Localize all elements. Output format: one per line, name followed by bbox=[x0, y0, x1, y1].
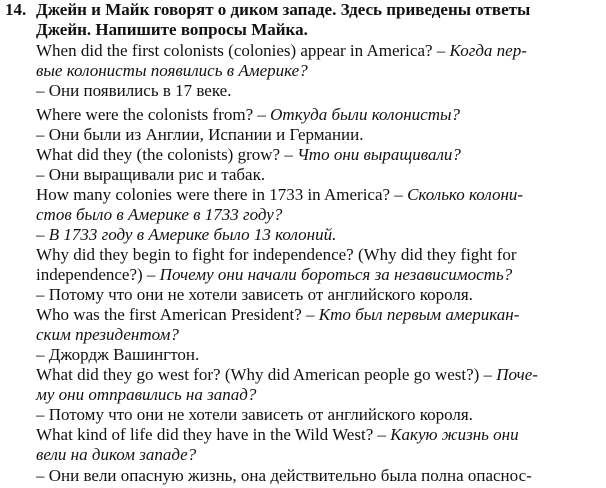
question-russian: Когда пер- bbox=[449, 41, 527, 60]
exercise-number: 14. bbox=[5, 0, 27, 19]
question-3-line-1 bbox=[36, 145, 461, 165]
question-7-line-1 bbox=[36, 365, 538, 385]
question-4-line-1 bbox=[36, 185, 523, 205]
answer-5: – Потому что они не хотели зависеть от английского короля. bbox=[36, 285, 473, 304]
question-russian: Что они выращивали? bbox=[297, 145, 461, 164]
answer-1: – Они появились в 17 веке. bbox=[36, 81, 232, 100]
question-4-line-2: стов было в Америке в 1733 году? bbox=[36, 205, 283, 224]
answer-7: – Потому что они не хотели зависеть от английского короля. bbox=[36, 405, 473, 424]
question-english: independence?) – bbox=[36, 265, 160, 284]
question-english: What did they (the colonists) grow? – bbox=[36, 145, 298, 164]
exercise-title-line-1: Джейн и Майк говорят о диком западе. Здесь приведены ответы bbox=[36, 0, 531, 19]
answer-4: – В 1733 году в Америке было 13 колоний. bbox=[36, 225, 337, 244]
question-russian: Сколько колони- bbox=[407, 185, 524, 204]
answer-2: – Они были из Англии, Испании и Германии. bbox=[36, 125, 364, 144]
question-russian: Откуда были колонисты? bbox=[270, 105, 460, 124]
question-1-line-1 bbox=[36, 41, 527, 61]
question-russian: Поче- bbox=[496, 365, 538, 384]
question-english: What did they go west for? (Why did American people go west?) – bbox=[36, 365, 497, 384]
question-english: How many colonies were there in 1733 in America? – bbox=[36, 185, 408, 204]
question-8-line-2: вели на диком западе? bbox=[36, 445, 197, 464]
question-english: Where were the colonists from? – bbox=[36, 105, 271, 124]
answer-8: – Они вели опасную жизнь, она действительно была полна опаснос- bbox=[36, 466, 532, 485]
exercise-title-line-2: Джейн. Напишите вопросы Майка. bbox=[36, 20, 308, 39]
question-6-line-1 bbox=[36, 305, 519, 325]
answer-3: – Они выращивали рис и табак. bbox=[36, 165, 266, 184]
question-russian: Какую жизнь они bbox=[390, 425, 519, 444]
question-english: When did the first colonists (colonies) appear in America? – bbox=[36, 41, 450, 60]
question-english: What kind of life did they have in the Wild West? – bbox=[36, 425, 391, 444]
answer-6: – Джордж Вашингтон. bbox=[36, 345, 200, 364]
question-7-line-2: му они отправились на запад? bbox=[36, 385, 257, 404]
question-5-line-1: Why did they begin to fight for independence? (Why did they fight for bbox=[36, 245, 517, 264]
question-russian: Кто был первым американ- bbox=[318, 305, 520, 324]
question-1-line-2: вые колонисты появились в Америке? bbox=[36, 61, 308, 80]
question-8-line-1 bbox=[36, 425, 519, 445]
question-2-line-1 bbox=[36, 105, 460, 125]
question-6-line-2: ским президентом? bbox=[36, 325, 179, 344]
question-russian: Почему они начали бороться за независимость? bbox=[159, 265, 513, 284]
question-5-line-2 bbox=[36, 265, 512, 285]
question-english: Who was the first American President? – bbox=[36, 305, 319, 324]
